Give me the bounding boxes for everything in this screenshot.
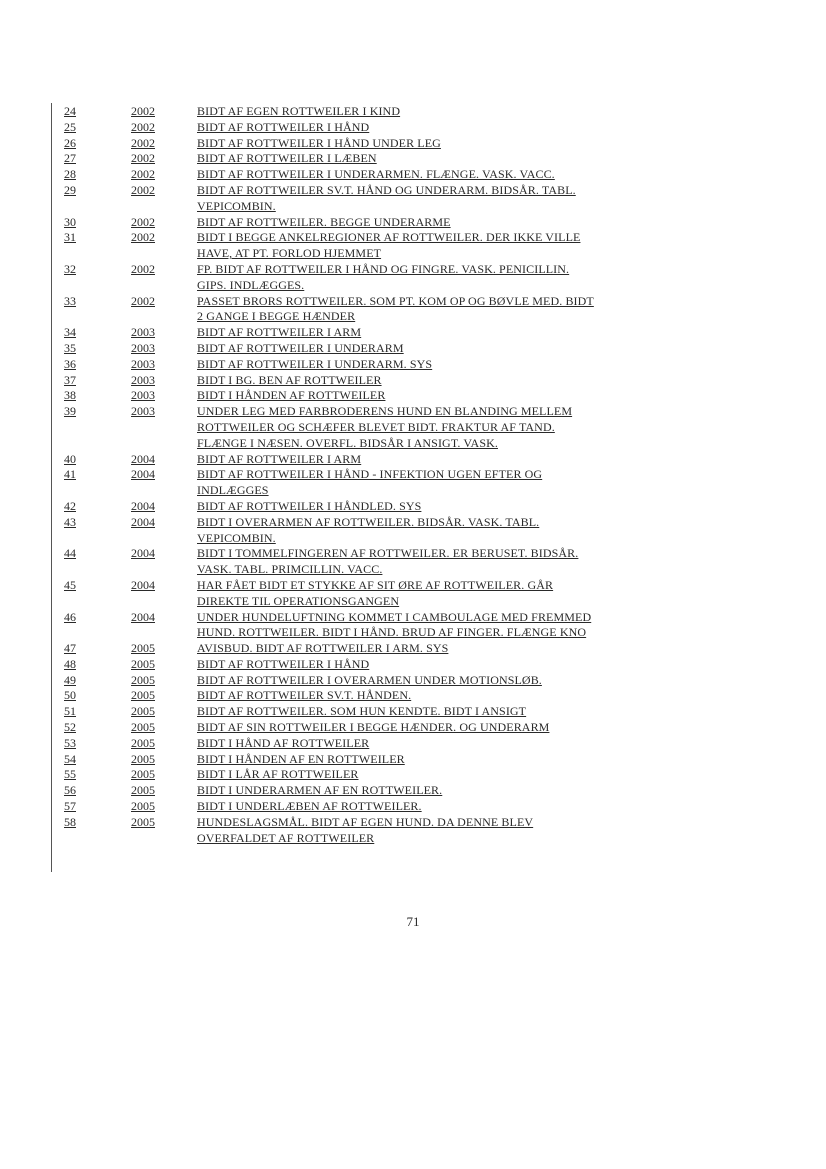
list-item bbox=[0, 578, 826, 610]
entry-description: BIDT I HÅNDEN AF ROTTWEILER bbox=[197, 388, 386, 403]
entry-description: BIDT AF ROTTWEILER I UNDERARMEN. FLÆNGE. VASK. VACC. bbox=[197, 167, 555, 182]
entry-description: BIDT AF ROTTWEILER I HÅND bbox=[197, 656, 370, 671]
list-item bbox=[0, 688, 826, 704]
entry-year: 2004 bbox=[131, 577, 155, 592]
list-item bbox=[0, 262, 826, 294]
entry-number: 55 bbox=[64, 767, 76, 782]
entry-number: 44 bbox=[64, 546, 76, 561]
entry-description: AVISBUD. BIDT AF ROTTWEILER I ARM. SYS bbox=[197, 641, 449, 656]
entry-number: 25 bbox=[64, 119, 76, 134]
entry-year: 2004 bbox=[131, 514, 155, 529]
entry-year: 2002 bbox=[131, 214, 155, 229]
entry-year: 2005 bbox=[131, 751, 155, 766]
entry-year: 2002 bbox=[131, 261, 155, 276]
entry-year: 2003 bbox=[131, 340, 155, 355]
entry-number: 46 bbox=[64, 609, 76, 624]
list-item bbox=[0, 720, 826, 736]
entry-description: BIDT AF ROTTWEILER I UNDERARM. SYS bbox=[197, 356, 433, 371]
list-item bbox=[0, 499, 826, 515]
entry-description: BIDT AF ROTTWEILER I LÆBEN bbox=[197, 151, 377, 166]
list-item bbox=[0, 167, 826, 183]
entry-number: 33 bbox=[64, 293, 76, 308]
entry-description: BIDT AF ROTTWEILER I HÅND bbox=[197, 119, 370, 134]
entry-number: 50 bbox=[64, 688, 76, 703]
entry-description: BIDT AF ROTTWEILER SV.T. HÅNDEN. bbox=[197, 688, 412, 703]
list-item bbox=[0, 515, 826, 547]
list-item bbox=[0, 641, 826, 657]
entry-description: BIDT AF ROTTWEILER I HÅND UNDER LEG bbox=[197, 135, 441, 150]
entry-description: BIDT I LÅR AF ROTTWEILER bbox=[197, 767, 359, 782]
entry-description: HAR FÅET BIDT ET STYKKE AF SIT ØRE AF ROTTWEILER. GÅR DIREKTE TIL OPERATIONSGANGEN bbox=[197, 577, 554, 608]
entry-description: BIDT I HÅNDEN AF EN ROTTWEILER bbox=[197, 751, 405, 766]
entry-year: 2005 bbox=[131, 799, 155, 814]
entry-number: 37 bbox=[64, 372, 76, 387]
list-item bbox=[0, 373, 826, 389]
entry-year: 2002 bbox=[131, 135, 155, 150]
entry-number: 26 bbox=[64, 135, 76, 150]
list-item bbox=[0, 104, 826, 120]
entry-description: BIDT AF ROTTWEILER I ARM bbox=[197, 325, 362, 340]
entry-year: 2002 bbox=[131, 182, 155, 197]
entry-description: BIDT AF ROTTWEILER. SOM HUN KENDTE. BIDT I ANSIGT bbox=[197, 704, 527, 719]
entry-number: 51 bbox=[64, 704, 76, 719]
entry-description: UNDER HUNDELUFTNING KOMMET I CAMBOULAGE MED FREMMED HUND. ROTTWEILER. BIDT I HÅND. BRUD AF FINGER. FLÆNGE KNO bbox=[197, 609, 592, 640]
entry-description: BIDT I BEGGE ANKELREGIONER AF ROTTWEILER. DER IKKE VILLE HAVE, AT PT. FORLOD HJEMMET bbox=[197, 230, 581, 261]
entry-number: 38 bbox=[64, 388, 76, 403]
list-item bbox=[0, 136, 826, 152]
incident-list bbox=[0, 104, 826, 846]
entry-year: 2005 bbox=[131, 672, 155, 687]
entry-number: 58 bbox=[64, 814, 76, 829]
entry-number: 35 bbox=[64, 340, 76, 355]
entry-number: 45 bbox=[64, 577, 76, 592]
entry-description: BIDT I HÅND AF ROTTWEILER bbox=[197, 735, 370, 750]
list-item bbox=[0, 673, 826, 689]
list-item bbox=[0, 341, 826, 357]
entry-number: 24 bbox=[64, 104, 76, 118]
entry-number: 42 bbox=[64, 498, 76, 513]
entry-number: 32 bbox=[64, 261, 76, 276]
entry-number: 47 bbox=[64, 641, 76, 656]
entry-description: BIDT AF ROTTWEILER SV.T. HÅND OG UNDERARM. BIDSÅR. TABL. VEPICOMBIN. bbox=[197, 182, 576, 213]
entry-number: 40 bbox=[64, 451, 76, 466]
list-item bbox=[0, 467, 826, 499]
list-item bbox=[0, 183, 826, 215]
entry-year: 2002 bbox=[131, 167, 155, 182]
entry-number: 34 bbox=[64, 325, 76, 340]
entry-description: BIDT I TOMMELFINGEREN AF ROTTWEILER. ER BERUSET. BIDSÅR. VASK. TABL. PRIMCILLIN. VACC. bbox=[197, 546, 579, 577]
list-item bbox=[0, 736, 826, 752]
entry-year: 2003 bbox=[131, 388, 155, 403]
entry-description: BIDT AF ROTTWEILER I OVERARMEN UNDER MOTIONSLØB. bbox=[197, 672, 542, 687]
entry-number: 31 bbox=[64, 230, 76, 245]
entry-description: BIDT I OVERARMEN AF ROTTWEILER. BIDSÅR. VASK. TABL. VEPICOMBIN. bbox=[197, 514, 540, 545]
list-item bbox=[0, 704, 826, 720]
page-number: 71 bbox=[406, 914, 420, 929]
entry-description: PASSET BRORS ROTTWEILER. SOM PT. KOM OP OG BØVLE MED. BIDT 2 GANGE I BEGGE HÆNDER bbox=[197, 293, 594, 324]
entry-year: 2003 bbox=[131, 372, 155, 387]
entry-year: 2004 bbox=[131, 451, 155, 466]
entry-year: 2004 bbox=[131, 467, 155, 482]
entry-number: 28 bbox=[64, 167, 76, 182]
list-item bbox=[0, 783, 826, 799]
entry-year: 2004 bbox=[131, 609, 155, 624]
entry-description: BIDT I UNDERLÆBEN AF ROTTWEILER. bbox=[197, 799, 422, 814]
entry-description: BIDT I BG. BEN AF ROTTWEILER bbox=[197, 372, 382, 387]
list-item bbox=[0, 294, 826, 326]
entry-number: 27 bbox=[64, 151, 76, 166]
entry-year: 2005 bbox=[131, 641, 155, 656]
entry-number: 52 bbox=[64, 720, 76, 735]
list-item bbox=[0, 404, 826, 451]
entry-number: 49 bbox=[64, 672, 76, 687]
entry-description: BIDT AF ROTTWEILER I UNDERARM bbox=[197, 340, 404, 355]
entry-description: HUNDESLAGSMÅL. BIDT AF EGEN HUND. DA DENNE BLEV OVERFALDET AF ROTTWEILER bbox=[197, 814, 534, 845]
entry-year: 2004 bbox=[131, 498, 155, 513]
entry-number: 30 bbox=[64, 214, 76, 229]
entry-number: 41 bbox=[64, 467, 76, 482]
entry-number: 39 bbox=[64, 404, 76, 419]
entry-year: 2003 bbox=[131, 404, 155, 419]
entry-number: 48 bbox=[64, 656, 76, 671]
list-item bbox=[0, 610, 826, 642]
entry-year: 2002 bbox=[131, 151, 155, 166]
entry-description: BIDT I UNDERARMEN AF EN ROTTWEILER. bbox=[197, 783, 443, 798]
entry-year: 2002 bbox=[131, 104, 155, 118]
entry-year: 2004 bbox=[131, 546, 155, 561]
entry-description: BIDT AF ROTTWEILER I HÅND - INFEKTION UGEN EFTER OG INDLÆGGES bbox=[197, 467, 543, 498]
entry-number: 57 bbox=[64, 799, 76, 814]
entry-description: BIDT AF ROTTWEILER I HÅNDLED. SYS bbox=[197, 498, 422, 513]
entry-year: 2002 bbox=[131, 119, 155, 134]
entry-year: 2005 bbox=[131, 656, 155, 671]
list-item bbox=[0, 752, 826, 768]
entry-year: 2002 bbox=[131, 230, 155, 245]
entry-description: FP. BIDT AF ROTTWEILER I HÅND OG FINGRE. VASK. PENICILLIN. GIPS. INDLÆGGES. bbox=[197, 261, 570, 292]
list-item bbox=[0, 657, 826, 673]
entry-description: BIDT AF ROTTWEILER I ARM bbox=[197, 451, 362, 466]
entry-number: 36 bbox=[64, 356, 76, 371]
list-item bbox=[0, 767, 826, 783]
entry-year: 2003 bbox=[131, 325, 155, 340]
list-item bbox=[0, 799, 826, 815]
list-item bbox=[0, 151, 826, 167]
entry-description: UNDER LEG MED FARBRODERENS HUND EN BLANDING MELLEM ROTTWEILER OG SCHÆFER BLEVET BIDT. FRAKTUR AF TAND. FLÆNGE I NÆSEN. OVERFL. BIDSÅR I ANSIGT. VASK. bbox=[197, 404, 573, 450]
entry-year: 2005 bbox=[131, 735, 155, 750]
entry-year: 2005 bbox=[131, 720, 155, 735]
entry-year: 2005 bbox=[131, 783, 155, 798]
entry-year: 2005 bbox=[131, 767, 155, 782]
entry-description: BIDT AF ROTTWEILER. BEGGE UNDERARME bbox=[197, 214, 451, 229]
list-item bbox=[0, 452, 826, 468]
entry-year: 2005 bbox=[131, 688, 155, 703]
entry-number: 43 bbox=[64, 514, 76, 529]
entry-year: 2005 bbox=[131, 814, 155, 829]
entry-year: 2002 bbox=[131, 293, 155, 308]
entry-year: 2003 bbox=[131, 356, 155, 371]
list-item bbox=[0, 120, 826, 136]
entry-number: 29 bbox=[64, 182, 76, 197]
list-item bbox=[0, 388, 826, 404]
entry-description: BIDT AF SIN ROTTWEILER I BEGGE HÆNDER. OG UNDERARM bbox=[197, 720, 550, 735]
list-item bbox=[0, 815, 826, 847]
list-item bbox=[0, 325, 826, 341]
list-item bbox=[0, 357, 826, 373]
entry-number: 54 bbox=[64, 751, 76, 766]
entry-number: 53 bbox=[64, 735, 76, 750]
entry-number: 56 bbox=[64, 783, 76, 798]
list-item bbox=[0, 546, 826, 578]
entry-year: 2005 bbox=[131, 704, 155, 719]
list-item bbox=[0, 215, 826, 231]
list-item bbox=[0, 230, 826, 262]
entry-description: BIDT AF EGEN ROTTWEILER I KIND bbox=[197, 104, 401, 118]
